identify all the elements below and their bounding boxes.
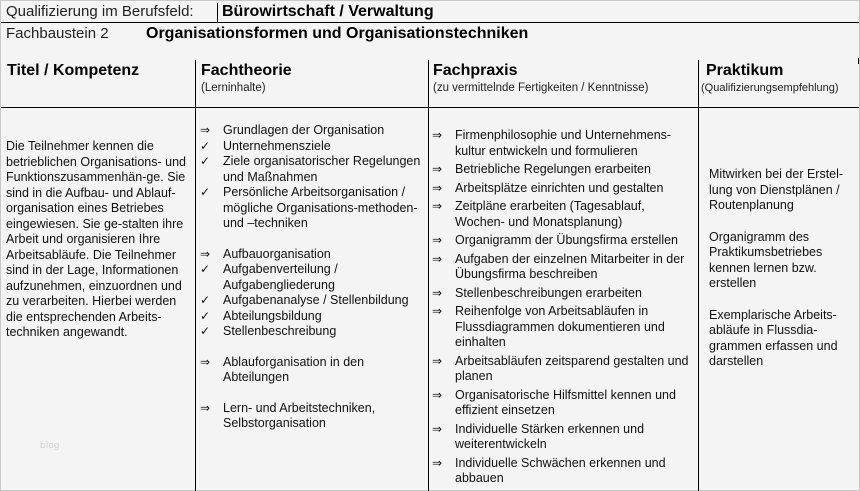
double-arrow-icon: ⇒ [432, 353, 443, 368]
fachpraxis-item-text: Arbeitsplätze einrichten und gestalten [455, 180, 664, 195]
fachpraxis-item-text: Stellenbeschreibungen erarbeiten [455, 285, 642, 300]
double-arrow-icon: ⇒ [200, 246, 211, 261]
praktikum-paragraph: Exemplarische Arbeits-abläufe in Flussdia-grammen erfassen und darstellen [709, 307, 838, 368]
double-arrow-icon: ⇒ [432, 180, 443, 195]
praktikum-cell [709, 167, 857, 386]
fachtheorie-item [199, 309, 427, 325]
checkmark-icon: ✓ [200, 308, 211, 323]
kompetenz-cell [6, 139, 193, 341]
fachtheorie-cell [199, 123, 427, 432]
fachpraxis-item [431, 286, 697, 302]
qualification-row [1, 1, 859, 23]
checkmark-icon: ✓ [200, 324, 211, 338]
fachtheorie-item [199, 139, 427, 155]
header-bottom-divider [1, 107, 859, 108]
fachpraxis-item [431, 252, 697, 283]
fachpraxis-item-text: Firmenphilosophie und Unternehmens-kultur entwickeln und formulieren [455, 128, 672, 158]
double-arrow-icon: ⇒ [432, 304, 443, 318]
double-arrow-icon: ⇒ [432, 387, 443, 402]
fachtheorie-item-text: Abteilungsbildung [223, 308, 322, 323]
fachtheorie-item-text: Aufgabenverteilung / Aufgabengliederung [223, 262, 338, 292]
double-arrow-icon: ⇒ [432, 233, 443, 247]
fachpraxis-cell [431, 128, 697, 490]
fachpraxis-item [431, 388, 697, 419]
column-divider-3 [698, 60, 699, 491]
fachpraxis-list [431, 128, 697, 487]
column-title: Praktikum [706, 62, 784, 79]
watermark-text: blog [40, 441, 60, 451]
column-header-kompetenz [7, 61, 139, 80]
column-divider-right [858, 58, 859, 64]
divider [217, 3, 218, 22]
checkmark-icon: ✓ [200, 185, 211, 199]
fachtheorie-item [199, 401, 427, 432]
column-subtitle: (Lerninhalte) [201, 82, 266, 94]
fachpraxis-item-text: Zeitpläne erarbeiten (Tagesablauf, Wochen- und Monatsplanung) [455, 199, 645, 229]
checkmark-icon: ✓ [200, 293, 211, 307]
praktikum-paragraph: Mitwirken bei der Erstel-lung von Dienstplänen / Routenplanung [709, 167, 844, 212]
fachtheorie-item-text: Unternehmensziele [223, 138, 331, 153]
module-row [1, 24, 859, 46]
double-arrow-icon: ⇒ [200, 123, 211, 137]
fachpraxis-item-text: Organigramm der Übungsfirma erstellen [455, 233, 679, 247]
fachpraxis-item-text: Individuelle Stärken erkennen und weiterentwickeln [455, 421, 645, 451]
double-arrow-icon: ⇒ [432, 421, 443, 436]
fachpraxis-item-text: Betriebliche Regelungen erarbeiten [455, 162, 651, 176]
fachpraxis-item-text: Aufgaben der einzelnen Mitarbeiter in der Übungsfirma beschreiben [455, 251, 685, 281]
fachpraxis-item [431, 181, 697, 197]
fachtheorie-item [199, 355, 427, 386]
column-title: Fachtheorie [201, 62, 292, 79]
fachtheorie-item [199, 262, 427, 293]
fachtheorie-list [199, 123, 427, 432]
fachpraxis-item-text: Arbeitsabläufen zeitsparend gestalten und planen [455, 353, 689, 383]
fachtheorie-item [199, 123, 427, 139]
fachpraxis-item [431, 162, 697, 178]
double-arrow-icon: ⇒ [432, 128, 443, 142]
column-divider-1 [195, 60, 196, 491]
column-title: Fachpraxis [433, 62, 518, 79]
fachpraxis-item-text: Organisatorische Hilfsmittel kennen und effizient einsetzen [455, 387, 676, 417]
checkmark-icon: ✓ [200, 138, 211, 153]
fachpraxis-item-text: Reihenfolge von Arbeitsabläufen in Flussdiagrammen dokumentieren und einhalten [455, 304, 665, 349]
column-header-praktikum [701, 61, 839, 95]
double-arrow-icon: ⇒ [200, 400, 211, 415]
fachtheorie-item-text: Ziele organisatorischer Regelungen und Maßnahmen [223, 154, 421, 184]
double-arrow-icon: ⇒ [432, 251, 443, 266]
kompetenz-text: Die Teilnehmer kennen die betrieblichen Organisations- und Funktionszusammenhän-ge. Sie sind in die Aufbau- und Ablauf-organisation eines Betriebes eingewiesen. Sie ge-stalten ihre Arbeit und organisieren Ihre Arbeitsabläufe. Die Teilnehmer sind in der Lage, Informationen aufzunehmen, einzuordnen und zu verarbeiten. Hierbei werden die entsprechenden Arbeits-techniken angewandt. [6, 139, 186, 339]
fachtheorie-item-text: Aufbauorganisation [223, 246, 331, 261]
fachpraxis-item [431, 354, 697, 385]
fachtheorie-item [199, 247, 427, 263]
fachpraxis-item [431, 233, 697, 249]
fachtheorie-item-text: Lern- und Arbeitstechniken, Selbstorganisation [223, 400, 376, 430]
double-arrow-icon: ⇒ [432, 199, 443, 213]
double-arrow-icon: ⇒ [432, 285, 443, 300]
double-arrow-icon: ⇒ [200, 354, 211, 369]
column-subtitle: (zu vermittelnde Fertigkeiten / Kenntnisse) [433, 82, 649, 94]
checkmark-icon: ✓ [200, 262, 211, 276]
fachpraxis-item [431, 456, 697, 487]
fachpraxis-item [431, 422, 697, 453]
column-header-fachpraxis [433, 61, 648, 95]
module-label: Fachbaustein 2 [6, 25, 109, 42]
fachpraxis-item [431, 128, 697, 159]
qualification-label: Qualifizierung im Berufsfeld: [6, 3, 194, 20]
fachtheorie-item-text: Aufgabenanalyse / Stellenbildung [223, 293, 409, 307]
column-subtitle: (Qualifizierungsempfehlung) [701, 82, 839, 94]
fachtheorie-item-text: Persönliche Arbeitsorganisation / mögliche Organisations-methoden- und –techniken [223, 185, 418, 230]
checkmark-icon: ✓ [200, 154, 211, 168]
fachpraxis-item-text: Individuelle Schwächen erkennen und abbauen [455, 455, 666, 485]
fachtheorie-item-text: Ablauforganisation in den Abteilungen [223, 354, 365, 384]
column-title: Titel / Kompetenz [7, 62, 140, 79]
fachtheorie-item [199, 154, 427, 185]
column-divider-2 [428, 60, 429, 491]
fachtheorie-item-text: Stellenbeschreibung [223, 324, 337, 338]
qualification-value: Bürowirtschaft / Verwaltung [222, 3, 434, 20]
double-arrow-icon: ⇒ [432, 162, 443, 176]
double-arrow-icon: ⇒ [432, 455, 443, 470]
fachtheorie-item [199, 293, 427, 309]
fachtheorie-item [199, 324, 427, 340]
fachpraxis-item [431, 199, 697, 230]
fachtheorie-item-text: Grundlagen der Organisation [223, 123, 385, 137]
fachtheorie-item [199, 185, 427, 232]
column-header-fachtheorie [201, 61, 292, 95]
praktikum-paragraph: Organigramm des Praktikumsbetriebes kennen lernen bzw. erstellen [709, 229, 823, 290]
fachpraxis-item [431, 304, 697, 351]
module-title: Organisationsformen und Organisationstechniken [146, 25, 529, 42]
